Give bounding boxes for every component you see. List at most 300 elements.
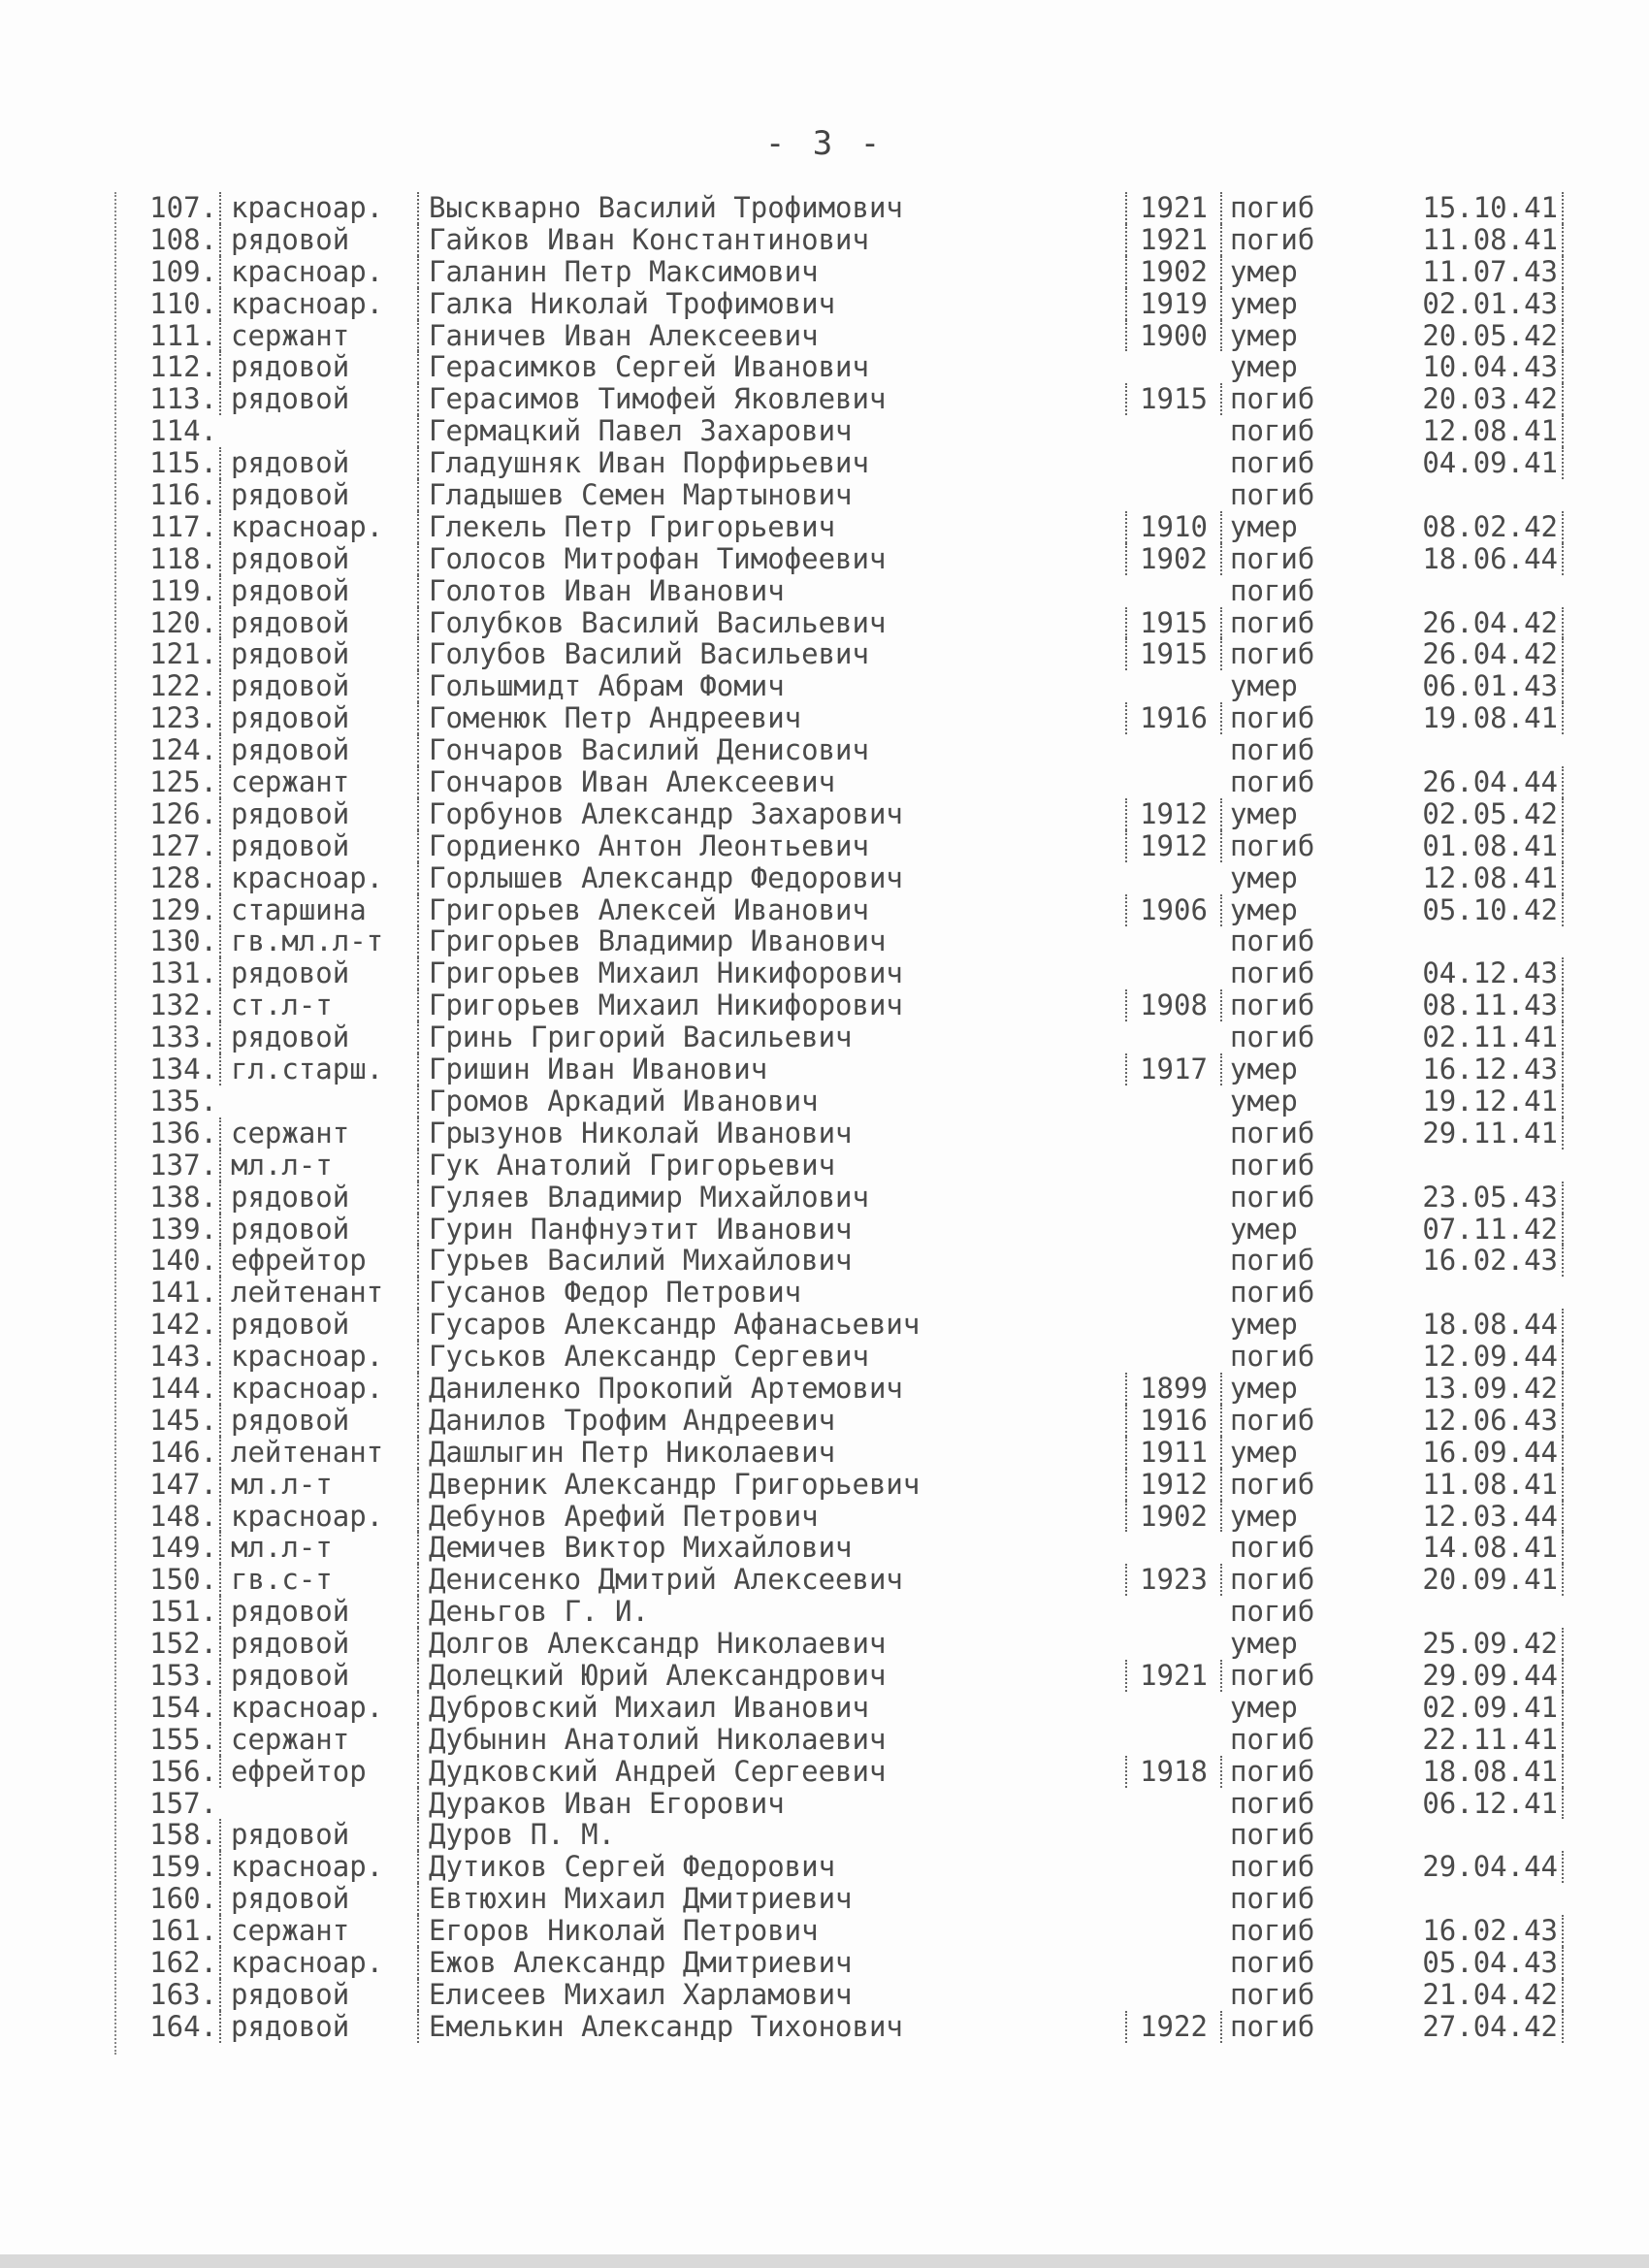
entry-name: Григорьев Михаил Никифорович [417,989,1108,1021]
entry-number: 129. [149,892,217,926]
entry-status: погиб [1230,1340,1315,1374]
table-row [0,1309,1649,1341]
page-number: - 3 - [764,124,885,163]
table-row [0,1085,1649,1118]
table-row [0,1819,1649,1851]
table-row [0,925,1649,957]
entry-number: 163. [149,1977,217,2011]
entry-date: 02.11.41 [1358,1021,1564,1053]
entry-status: погиб [1230,1754,1315,1788]
table-row [0,1564,1649,1596]
entry-number: 114. [149,414,217,448]
entry-birth-year: 1912 [1125,830,1222,862]
entry-number: 155. [149,1722,217,1756]
entry-rank: красноар. [219,1341,425,1373]
entry-rank: рядовой [219,479,425,511]
table-row [0,1469,1649,1501]
entry-rank: рядовой [219,1660,425,1692]
entry-rank: рядовой [219,1628,425,1660]
entry-rank: рядовой [219,447,425,479]
entry-birth-year: 1922 [1125,2011,1222,2043]
entry-status: погиб [1230,1180,1315,1214]
entry-status: погиб [1230,573,1315,607]
entry-number: 121. [149,637,217,671]
entry-rank: гв.мл.л-т [219,925,425,957]
entry-status: погиб [1230,1021,1315,1054]
entry-status: погиб [1230,382,1315,416]
entry-status: умер [1230,1627,1298,1661]
entry-birth-year: 1912 [1125,798,1222,830]
entry-date: 15.10.41 [1358,192,1564,224]
entry-name: Громов Аркадий Иванович [417,1085,1108,1118]
entry-name: Голубков Василий Васильевич [417,607,1108,639]
entry-status: погиб [1230,637,1315,671]
entry-status: погиб [1230,222,1315,256]
entry-rank: рядовой [219,670,425,702]
table-row [0,1788,1649,1820]
table-row [0,1437,1649,1469]
entry-name: Емелькин Александр Тихонович [417,2011,1108,2043]
entry-rank: мл.л-т [219,1469,425,1501]
entry-number: 151. [149,1595,217,1629]
entry-status: погиб [1230,1850,1315,1884]
entry-name: Денисенко Дмитрий Алексеевич [417,1564,1108,1596]
entry-status: умер [1230,1499,1298,1533]
table-row [0,256,1649,288]
entry-name: Голосов Митрофан Тимофеевич [417,543,1108,575]
entry-number: 124. [149,733,217,767]
entry-date: 02.01.43 [1358,288,1564,320]
entry-name: Дубровский Михаил Иванович [417,1692,1108,1724]
entry-date: 12.08.41 [1358,862,1564,894]
entry-number: 138. [149,1180,217,1214]
entry-name: Гуськов Александр Сергевич [417,1341,1108,1373]
entry-number: 140. [149,1244,217,1278]
entry-name: Голотов Иван Иванович [417,575,1108,607]
table-row [0,1979,1649,2011]
entry-number: 146. [149,1435,217,1469]
entry-rank: рядовой [219,1405,425,1437]
entry-status: погиб [1230,414,1315,448]
table-row [0,1245,1649,1277]
table-row [0,1883,1649,1915]
entry-name: Глекель Петр Григорьевич [417,511,1108,543]
table-row [0,1915,1649,1947]
entry-name: Герасимков Сергей Иванович [417,351,1108,383]
entry-birth-year: 1911 [1125,1437,1222,1469]
table-row [0,479,1649,511]
entry-name: Герасимов Тимофей Яковлевич [417,383,1108,415]
table-row [0,1501,1649,1533]
entry-birth-year: 1916 [1125,702,1222,734]
entry-date: 23.05.43 [1358,1182,1564,1214]
entry-rank: сержант [219,1915,425,1947]
entry-status: погиб [1230,2009,1315,2043]
entry-status: умер [1230,1212,1298,1246]
table-row [0,1373,1649,1405]
entry-name: Дашлыгин Петр Николаевич [417,1437,1108,1469]
entry-status: погиб [1230,1786,1315,1820]
entry-date: 18.08.44 [1358,1309,1564,1341]
entry-date: 16.02.43 [1358,1245,1564,1277]
entry-birth-year: 1917 [1125,1053,1222,1085]
entry-date: 06.01.43 [1358,670,1564,702]
entry-name: Гусаров Александр Афанасьевич [417,1309,1108,1341]
table-row [0,1756,1649,1788]
entry-name: Григорьев Владимир Иванович [417,925,1108,957]
entry-date: 02.09.41 [1358,1692,1564,1724]
entry-status: погиб [1230,1722,1315,1756]
entry-rank: сержант [219,766,425,798]
entry-number: 133. [149,1021,217,1054]
entry-number: 157. [149,1786,217,1820]
entry-name: Гуляев Владимир Михайлович [417,1182,1108,1214]
entry-birth-year: 1915 [1125,638,1222,670]
entry-number: 118. [149,541,217,575]
entry-date: 06.12.41 [1358,1788,1564,1820]
entry-status: умер [1230,860,1298,894]
entry-status: погиб [1230,956,1315,990]
table-row [0,862,1649,894]
entry-name: Гольшмидт Абрам Фомич [417,670,1108,702]
entry-birth-year: 1908 [1125,989,1222,1021]
casualty-roster-table [0,192,1649,2043]
table-row [0,1692,1649,1724]
entry-rank: рядовой [219,543,425,575]
table-row [0,415,1649,447]
entry-name: Гончаров Иван Алексеевич [417,766,1108,798]
entry-rank: рядовой [219,798,425,830]
entry-date: 20.09.41 [1358,1564,1564,1596]
entry-number: 148. [149,1499,217,1533]
entry-number: 127. [149,828,217,862]
entry-status: погиб [1230,1945,1315,1979]
table-row [0,1118,1649,1150]
entry-status: погиб [1230,1148,1315,1182]
entry-number: 134. [149,1053,217,1086]
entry-rank: красноар. [219,1501,425,1533]
entry-number: 139. [149,1212,217,1246]
entry-rank: красноар. [219,862,425,894]
entry-name: Елисеев Михаил Харламович [417,1979,1108,2011]
entry-number: 153. [149,1658,217,1692]
entry-name: Дебунов Арефий Петрович [417,1501,1108,1533]
table-row [0,383,1649,415]
entry-status: умер [1230,350,1298,384]
entry-rank: красноар. [219,1373,425,1405]
entry-status: погиб [1230,1116,1315,1150]
entry-rank: красноар. [219,192,425,224]
entry-name: Галанин Петр Максимович [417,256,1108,288]
entry-birth-year: 1918 [1125,1756,1222,1788]
entry-number: 154. [149,1690,217,1724]
entry-status: умер [1230,286,1298,320]
entry-date: 12.08.41 [1358,415,1564,447]
entry-date: 04.09.41 [1358,447,1564,479]
table-row [0,670,1649,702]
entry-number: 152. [149,1627,217,1661]
table-row [0,224,1649,256]
entry-date: 11.08.41 [1358,224,1564,256]
table-row [0,543,1649,575]
entry-name: Гоменюк Петр Андреевич [417,702,1108,734]
entry-name: Гришин Иван Иванович [417,1053,1108,1085]
table-row [0,989,1649,1021]
scan-bottom-edge [0,2254,1649,2268]
entry-number: 164. [149,2009,217,2043]
entry-name: Выскварно Василий Трофимович [417,192,1108,224]
table-row [0,957,1649,989]
entry-rank: рядовой [219,1883,425,1915]
entry-rank: сержант [219,1118,425,1150]
table-row [0,798,1649,830]
entry-date: 01.08.41 [1358,830,1564,862]
entry-status: погиб [1230,1244,1315,1278]
entry-rank: рядовой [219,830,425,862]
entry-date: 29.11.41 [1358,1118,1564,1150]
entry-rank: старшина [219,894,425,926]
entry-status: умер [1230,1084,1298,1118]
entry-status: погиб [1230,765,1315,799]
table-row [0,1724,1649,1756]
entry-date: 12.03.44 [1358,1501,1564,1533]
entry-number: 162. [149,1945,217,1979]
entry-status: погиб [1230,828,1315,862]
entry-date: 11.07.43 [1358,256,1564,288]
entry-name: Галка Николай Трофимович [417,288,1108,320]
table-row [0,192,1649,224]
entry-date: 19.08.41 [1358,702,1564,734]
entry-number: 159. [149,1850,217,1884]
entry-rank: рядовой [219,1021,425,1053]
entry-rank: рядовой [219,702,425,734]
entry-rank: сержант [219,1724,425,1756]
entry-number: 137. [149,1148,217,1182]
entry-name: Дверник Александр Григорьевич [417,1469,1108,1501]
entry-status: умер [1230,1053,1298,1086]
entry-date: 27.04.42 [1358,2011,1564,2043]
table-row [0,1277,1649,1309]
entry-birth-year: 1902 [1125,543,1222,575]
table-row [0,1596,1649,1628]
entry-status: погиб [1230,1818,1315,1852]
entry-status: погиб [1230,1467,1315,1501]
entry-date: 12.09.44 [1358,1341,1564,1373]
entry-number: 119. [149,573,217,607]
entry-date: 18.06.44 [1358,543,1564,575]
entry-rank: рядовой [219,957,425,989]
entry-number: 156. [149,1754,217,1788]
entry-status: погиб [1230,924,1315,958]
table-row [0,1851,1649,1883]
entry-number: 142. [149,1308,217,1342]
entry-name: Дудковский Андрей Сергеевич [417,1756,1108,1788]
entry-rank: красноар. [219,1947,425,1979]
table-row [0,575,1649,607]
entry-number: 131. [149,956,217,990]
entry-birth-year: 1902 [1125,256,1222,288]
table-row [0,1532,1649,1564]
entry-number: 136. [149,1116,217,1150]
entry-name: Гук Анатолий Григорьевич [417,1150,1108,1182]
entry-rank: ефрейтор [219,1245,425,1277]
table-row [0,894,1649,926]
entry-status: погиб [1230,701,1315,735]
entry-name: Гурин Панфнуэтит Иванович [417,1214,1108,1246]
entry-birth-year: 1921 [1125,192,1222,224]
entry-birth-year: 1906 [1125,894,1222,926]
entry-status: погиб [1230,1882,1315,1916]
entry-rank: рядовой [219,2011,425,2043]
entry-rank: рядовой [219,224,425,256]
entry-birth-year: 1912 [1125,1469,1222,1501]
entry-rank: рядовой [219,638,425,670]
entry-rank: гв.с-т [219,1564,425,1596]
entry-name: Евтюхин Михаил Дмитриевич [417,1883,1108,1915]
entry-name: Гринь Григорий Васильевич [417,1021,1108,1053]
table-row [0,638,1649,670]
entry-name: Григорьев Алексей Иванович [417,894,1108,926]
entry-birth-year: 1900 [1125,320,1222,352]
entry-number: 107. [149,191,217,224]
entry-date: 11.08.41 [1358,1469,1564,1501]
entry-number: 111. [149,318,217,352]
entry-rank: ст.л-т [219,989,425,1021]
entry-rank: рядовой [219,1182,425,1214]
entry-name: Данилов Трофим Андреевич [417,1405,1108,1437]
entry-date: 14.08.41 [1358,1532,1564,1564]
entry-rank: лейтенант [219,1277,425,1309]
table-row [0,320,1649,352]
entry-date: 18.08.41 [1358,1756,1564,1788]
entry-date: 16.02.43 [1358,1915,1564,1947]
entry-number: 143. [149,1340,217,1374]
entry-date: 13.09.42 [1358,1373,1564,1405]
entry-name: Горлышев Александр Федорович [417,862,1108,894]
entry-rank: мл.л-т [219,1532,425,1564]
entry-date: 26.04.44 [1358,766,1564,798]
entry-rank: рядовой [219,383,425,415]
table-row [0,1947,1649,1979]
entry-number: 120. [149,605,217,639]
table-row [0,1053,1649,1085]
entry-birth-year: 1919 [1125,288,1222,320]
entry-number: 116. [149,478,217,512]
entry-name: Гладышев Семен Мартынович [417,479,1108,511]
entry-status: умер [1230,669,1298,703]
entry-rank: ефрейтор [219,1756,425,1788]
entry-rank: мл.л-т [219,1150,425,1182]
entry-status: погиб [1230,733,1315,767]
entry-status: погиб [1230,1595,1315,1629]
entry-number: 144. [149,1371,217,1405]
entry-status: умер [1230,1371,1298,1405]
entry-date: 26.04.42 [1358,638,1564,670]
entry-birth-year: 1899 [1125,1373,1222,1405]
table-row [0,607,1649,639]
entry-rank: красноар. [219,256,425,288]
entry-name: Долгов Александр Николаевич [417,1628,1108,1660]
entry-number: 115. [149,446,217,480]
entry-status: погиб [1230,1914,1315,1948]
entry-status: умер [1230,318,1298,352]
entry-date: 19.12.41 [1358,1085,1564,1118]
entry-date: 20.05.42 [1358,320,1564,352]
entry-number: 117. [149,509,217,543]
entry-rank: лейтенант [219,1437,425,1469]
entry-status: погиб [1230,1531,1315,1565]
entry-name: Гладушняк Иван Порфирьевич [417,447,1108,479]
entry-birth-year: 1902 [1125,1501,1222,1533]
entry-number: 108. [149,222,217,256]
table-row [0,1214,1649,1246]
table-row [0,1405,1649,1437]
entry-name: Долецкий Юрий Александрович [417,1660,1108,1692]
entry-name: Горбунов Александр Захарович [417,798,1108,830]
entry-birth-year: 1921 [1125,224,1222,256]
entry-number: 123. [149,701,217,735]
entry-number: 141. [149,1276,217,1310]
table-row [0,1150,1649,1182]
entry-name: Голубов Василий Васильевич [417,638,1108,670]
entry-rank: красноар. [219,511,425,543]
entry-date: 25.09.42 [1358,1628,1564,1660]
entry-status: умер [1230,254,1298,288]
entry-date: 04.12.43 [1358,957,1564,989]
entry-rank: сержант [219,320,425,352]
table-row [0,351,1649,383]
entry-date: 07.11.42 [1358,1214,1564,1246]
entry-rank: красноар. [219,1692,425,1724]
entry-number: 113. [149,382,217,416]
entry-number: 125. [149,765,217,799]
entry-rank: рядовой [219,1979,425,2011]
entry-status: погиб [1230,988,1315,1022]
entry-number: 161. [149,1914,217,1948]
entry-number: 150. [149,1563,217,1597]
entry-date: 21.04.42 [1358,1979,1564,2011]
entry-name: Ежов Александр Дмитриевич [417,1947,1108,1979]
entry-birth-year: 1915 [1125,383,1222,415]
entry-status: умер [1230,1435,1298,1469]
entry-name: Гончаров Василий Денисович [417,734,1108,766]
table-row [0,2011,1649,2043]
entry-date: 05.10.42 [1358,894,1564,926]
entry-number: 130. [149,924,217,958]
entry-status: умер [1230,1308,1298,1342]
entry-number: 135. [149,1084,217,1118]
table-row [0,766,1649,798]
entry-number: 147. [149,1467,217,1501]
entry-birth-year: 1910 [1125,511,1222,543]
entry-status: погиб [1230,191,1315,224]
entry-number: 122. [149,669,217,703]
entry-date: 29.04.44 [1358,1851,1564,1883]
table-row [0,830,1649,862]
entry-status: умер [1230,892,1298,926]
table-row [0,1628,1649,1660]
table-row [0,734,1649,766]
entry-name: Гурьев Василий Михайлович [417,1245,1108,1277]
entry-status: умер [1230,509,1298,543]
table-row [0,1660,1649,1692]
entry-status: умер [1230,1690,1298,1724]
entry-status: погиб [1230,1563,1315,1597]
entry-rank: красноар. [219,1851,425,1883]
table-row [0,447,1649,479]
entry-rank: рядовой [219,734,425,766]
entry-status: погиб [1230,1403,1315,1437]
